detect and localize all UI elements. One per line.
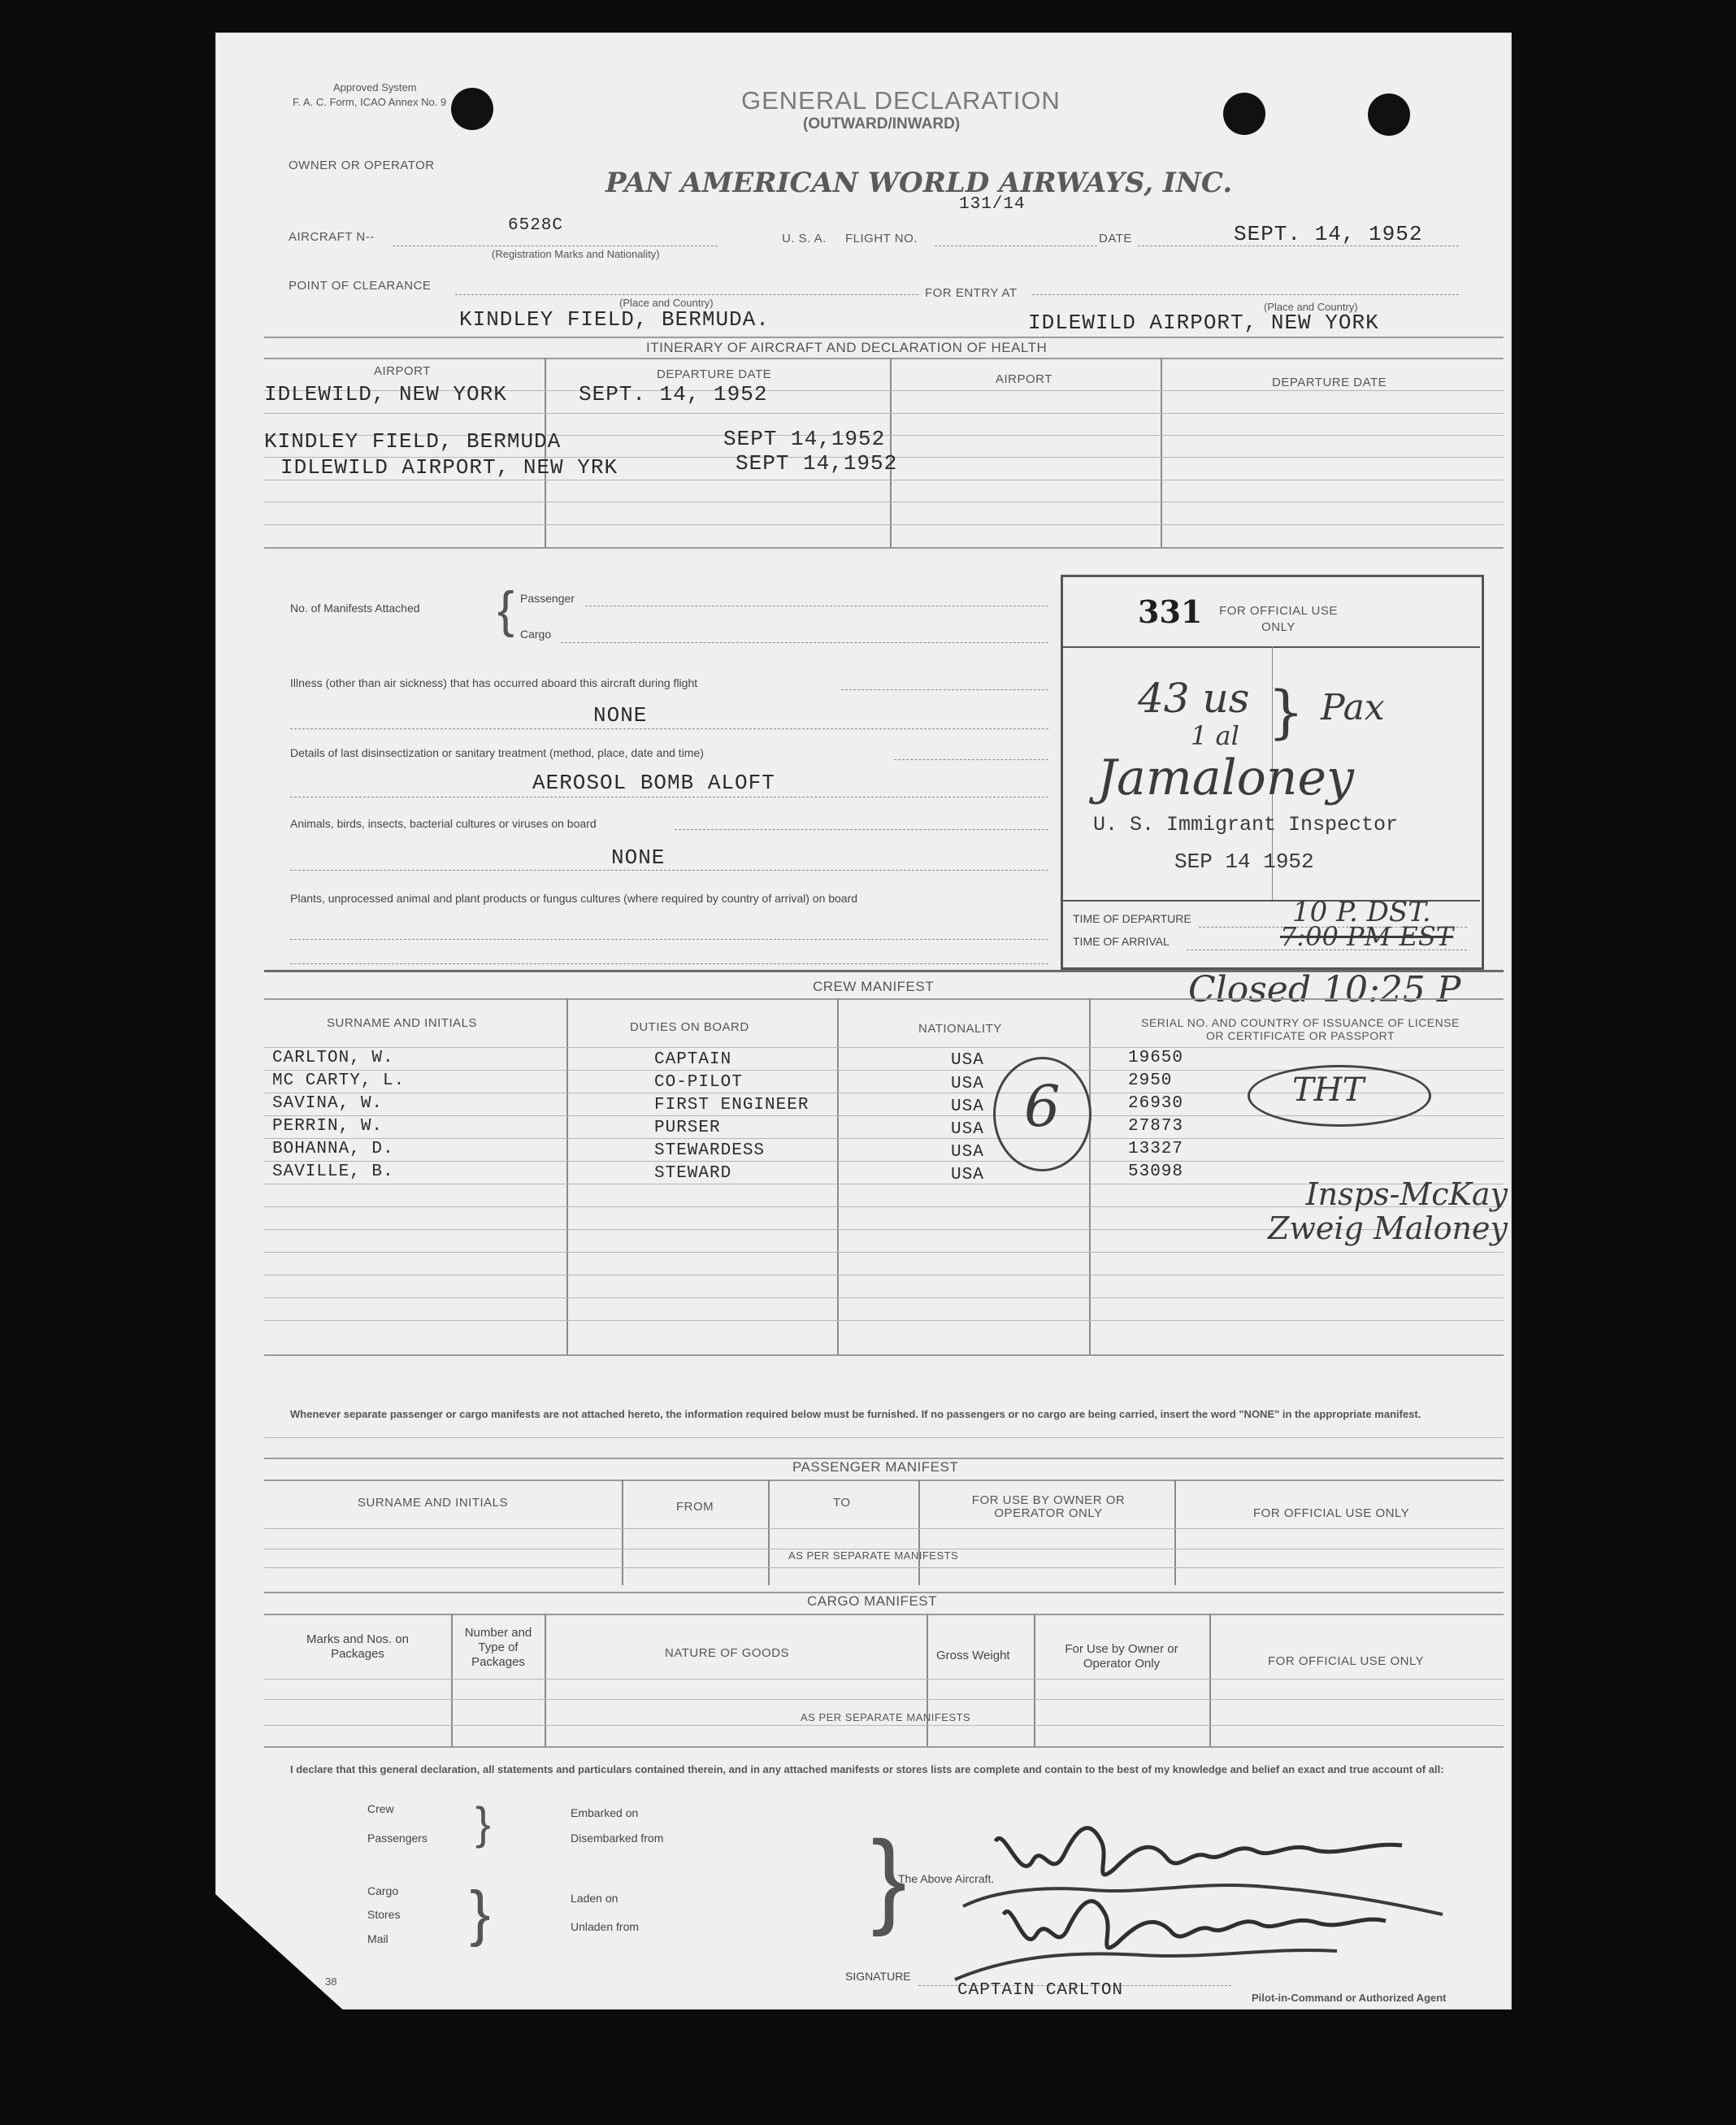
crew-col-serial: SERIAL NO. AND COUNTRY OF ISSUANCE OF LICENSE OR CERTIFICATE OR PASSPORT bbox=[1141, 1016, 1460, 1042]
official-number: 331 bbox=[1138, 593, 1203, 630]
signer-name: CAPTAIN CARLTON bbox=[957, 1981, 1124, 2000]
punch-hole-mid bbox=[1223, 93, 1265, 135]
crew-title: CREW MANIFEST bbox=[813, 979, 935, 994]
crew-col-name: SURNAME AND INITIALS bbox=[327, 1016, 478, 1030]
time-departure-label: TIME OF DEPARTURE bbox=[1073, 912, 1191, 925]
entry-value: IDLEWILD AIRPORT, NEW YORK bbox=[1028, 311, 1379, 335]
passenger-col-official: FOR OFFICIAL USE ONLY bbox=[1253, 1506, 1410, 1520]
decl-unladen: Unladen from bbox=[571, 1920, 640, 1933]
itinerary-col-departure: DEPARTURE DATE bbox=[657, 367, 772, 381]
crew-nationality: USA bbox=[951, 1051, 984, 1070]
punch-hole-right bbox=[1368, 93, 1410, 136]
crew-initials: THT bbox=[1292, 1071, 1365, 1109]
crew-name: CARLTON, W. bbox=[272, 1049, 394, 1067]
crew-col-nationality: NATIONALITY bbox=[918, 1022, 1002, 1036]
decl-stores: Stores bbox=[367, 1908, 401, 1921]
time-arrival: 7:00 PM EST bbox=[1280, 921, 1454, 952]
aircraft-label: AIRCRAFT N-- bbox=[289, 230, 375, 244]
itinerary-col-airport: AIRPORT bbox=[374, 364, 431, 378]
passenger-title: PASSENGER MANIFEST bbox=[792, 1459, 959, 1475]
stamp-inspector: U. S. Immigrant Inspector bbox=[1093, 813, 1399, 837]
cargo-separate: AS PER SEPARATE MANIFESTS bbox=[801, 1711, 971, 1723]
decl-above-aircraft: The Above Aircraft. bbox=[898, 1872, 995, 1885]
itinerary-row-3-date: SEPT 14,1952 bbox=[736, 451, 898, 476]
pilot-caption: Pilot-in-Command or Authorized Agent bbox=[1252, 1992, 1447, 2004]
crew-nationality: USA bbox=[951, 1166, 984, 1184]
approved-note-2: F. A. C. Form, ICAO Annex No. 9 bbox=[293, 96, 447, 108]
crew-duty: CAPTAIN bbox=[654, 1050, 732, 1069]
crew-nationality: USA bbox=[951, 1143, 984, 1162]
passenger-label: Passenger bbox=[520, 592, 575, 605]
date-label: DATE bbox=[1099, 232, 1132, 246]
place-caption-2: (Place and Country) bbox=[1264, 301, 1358, 313]
form-number: 38 bbox=[325, 1975, 337, 1988]
inspector-signature: Jamaloney bbox=[1097, 750, 1354, 806]
clearance-value: KINDLEY FIELD, BERMUDA. bbox=[459, 307, 770, 332]
manifests-label: No. of Manifests Attached bbox=[290, 602, 420, 615]
animals-value: NONE bbox=[611, 845, 666, 870]
decl-crew: Crew bbox=[367, 1802, 394, 1815]
declaration-text: I declare that this general declaration, all statements and particulars contained therein, and in any attached manifests or stores lists are complete and contain to the best of my knowledge and belief an exact and true account of all: bbox=[290, 1763, 1444, 1775]
passenger-col-name: SURNAME AND INITIALS bbox=[358, 1496, 509, 1510]
animals-label: Animals, birds, insects, bacterial cultures or viruses on board bbox=[290, 817, 597, 830]
hand-count: 43 us bbox=[1138, 675, 1250, 722]
decl-disembarked: Disembarked from bbox=[571, 1832, 664, 1845]
crew-name: SAVINA, W. bbox=[272, 1094, 384, 1113]
cargo-col-official: FOR OFFICIAL USE ONLY bbox=[1268, 1654, 1425, 1668]
crew-duty: STEWARDESS bbox=[654, 1141, 766, 1160]
owner-label: OWNER OR OPERATOR bbox=[289, 159, 435, 172]
aircraft-number: 6528C bbox=[508, 216, 564, 235]
itinerary-row-3-airport: IDLEWILD AIRPORT, NEW YRK bbox=[280, 455, 618, 480]
cargo-col-owner: For Use by Owner or Operator Only bbox=[1065, 1642, 1178, 1671]
crew-serial: 2950 bbox=[1128, 1071, 1173, 1090]
crew-nationality: USA bbox=[951, 1097, 984, 1116]
crew-serial: 27873 bbox=[1128, 1117, 1184, 1136]
crew-serial: 19650 bbox=[1128, 1049, 1184, 1067]
cargo-col-number: Number and Type of Packages bbox=[464, 1626, 532, 1669]
decl-mail: Mail bbox=[367, 1932, 388, 1945]
illness-value: NONE bbox=[593, 703, 648, 728]
crew-serial: 13327 bbox=[1128, 1140, 1184, 1158]
crew-duty: CO-PILOT bbox=[654, 1073, 743, 1092]
decl-embarked: Embarked on bbox=[571, 1806, 639, 1819]
cargo-col-nature: NATURE OF GOODS bbox=[665, 1646, 790, 1660]
plants-label: Plants, unprocessed animal and plant products or fungus cultures (where required by country of arrival) on board bbox=[290, 892, 858, 905]
flight-number: 131/14 bbox=[959, 195, 1026, 214]
usa-label: U. S. A. bbox=[782, 232, 827, 246]
registration-caption: (Registration Marks and Nationality) bbox=[492, 248, 660, 260]
decl-laden: Laden on bbox=[571, 1892, 618, 1905]
crew-duty: FIRST ENGINEER bbox=[654, 1096, 809, 1115]
illness-label: Illness (other than air sickness) that has occurred aboard this aircraft during flight bbox=[290, 676, 698, 689]
manifest-notice: Whenever separate passenger or cargo manifests are not attached hereto, the information required below must be furnished. If no passengers or no cargo are being carried, insert the word "NONE" in the appropriate manifest. bbox=[290, 1408, 1421, 1420]
captain-signature bbox=[947, 1793, 1467, 1992]
passenger-col-from: FROM bbox=[676, 1500, 714, 1514]
crew-nationality: USA bbox=[951, 1120, 984, 1139]
closed-time: Closed 10:25 P bbox=[1188, 969, 1461, 1010]
operator-name: PAN AMERICAN WORLD AIRWAYS, INC. bbox=[605, 167, 1233, 199]
itinerary-row-2-date: SEPT 14,1952 bbox=[723, 427, 886, 451]
itinerary-row-2-airport: KINDLEY FIELD, BERMUDA bbox=[264, 429, 562, 454]
passenger-col-to: TO bbox=[833, 1496, 851, 1510]
crew-nationality: USA bbox=[951, 1075, 984, 1093]
disinsection-label: Details of last disinsectization or sanitary treatment (method, place, date and time) bbox=[290, 746, 704, 759]
itinerary-row-1-airport: IDLEWILD, NEW YORK bbox=[264, 382, 507, 406]
disinsection-value: AEROSOL BOMB ALOFT bbox=[532, 771, 775, 795]
hand-count-2: 1 al bbox=[1191, 720, 1239, 751]
decl-passengers: Passengers bbox=[367, 1832, 427, 1845]
inspector-note: Insps-McKay Zweig Maloney bbox=[1267, 1176, 1508, 1246]
crew-col-duties: DUTIES ON BOARD bbox=[630, 1020, 749, 1034]
decl-cargo: Cargo bbox=[367, 1884, 399, 1897]
form-title: GENERAL DECLARATION bbox=[741, 86, 1061, 115]
crew-name: SAVILLE, B. bbox=[272, 1162, 394, 1181]
passenger-col-owner: FOR USE BY OWNER OR OPERATOR ONLY bbox=[971, 1493, 1126, 1520]
entry-label: FOR ENTRY AT bbox=[925, 286, 1018, 300]
passenger-separate: AS PER SEPARATE MANIFESTS bbox=[788, 1549, 959, 1562]
time-departure: 10 P. DST. bbox=[1292, 896, 1431, 928]
cargo-col-weight: Gross Weight bbox=[936, 1649, 1010, 1662]
itinerary-col-airport-2: AIRPORT bbox=[996, 372, 1052, 386]
flight-date: SEPT. 14, 1952 bbox=[1234, 222, 1423, 246]
cargo-title: CARGO MANIFEST bbox=[807, 1593, 938, 1609]
flight-label: FLIGHT NO. bbox=[845, 232, 918, 246]
stamp-date: SEP 14 1952 bbox=[1174, 850, 1314, 874]
cargo-col-marks: Marks and Nos. on Packages bbox=[306, 1632, 409, 1661]
itinerary-row-1-date: SEPT. 14, 1952 bbox=[579, 382, 768, 406]
itinerary-title: ITINERARY OF AIRCRAFT AND DECLARATION OF HEALTH bbox=[646, 340, 1048, 355]
crew-duty: PURSER bbox=[654, 1119, 721, 1137]
clearance-label: POINT OF CLEARANCE bbox=[289, 279, 432, 293]
crew-name: BOHANNA, D. bbox=[272, 1140, 394, 1158]
form-subtitle: (OUTWARD/INWARD) bbox=[803, 115, 961, 133]
signature-label: SIGNATURE bbox=[845, 1970, 911, 1983]
crew-count: 6 bbox=[1024, 1073, 1061, 1140]
crew-name: PERRIN, W. bbox=[272, 1117, 384, 1136]
itinerary-col-departure-2: DEPARTURE DATE bbox=[1272, 376, 1387, 389]
hand-pax-brace: } bbox=[1268, 679, 1304, 745]
time-arrival-label: TIME OF ARRIVAL bbox=[1073, 935, 1170, 948]
crew-name: MC CARTY, L. bbox=[272, 1071, 406, 1090]
hand-pax: Pax bbox=[1321, 687, 1385, 728]
approved-note: Approved System bbox=[333, 81, 417, 93]
official-label: FOR OFFICIAL USE ONLY bbox=[1219, 604, 1338, 634]
place-caption-1: (Place and Country) bbox=[619, 297, 714, 309]
crew-serial: 26930 bbox=[1128, 1094, 1184, 1113]
crew-serial: 53098 bbox=[1128, 1162, 1184, 1181]
punch-hole-left bbox=[451, 88, 493, 130]
crew-duty: STEWARD bbox=[654, 1164, 732, 1183]
cargo-label: Cargo bbox=[520, 628, 552, 641]
